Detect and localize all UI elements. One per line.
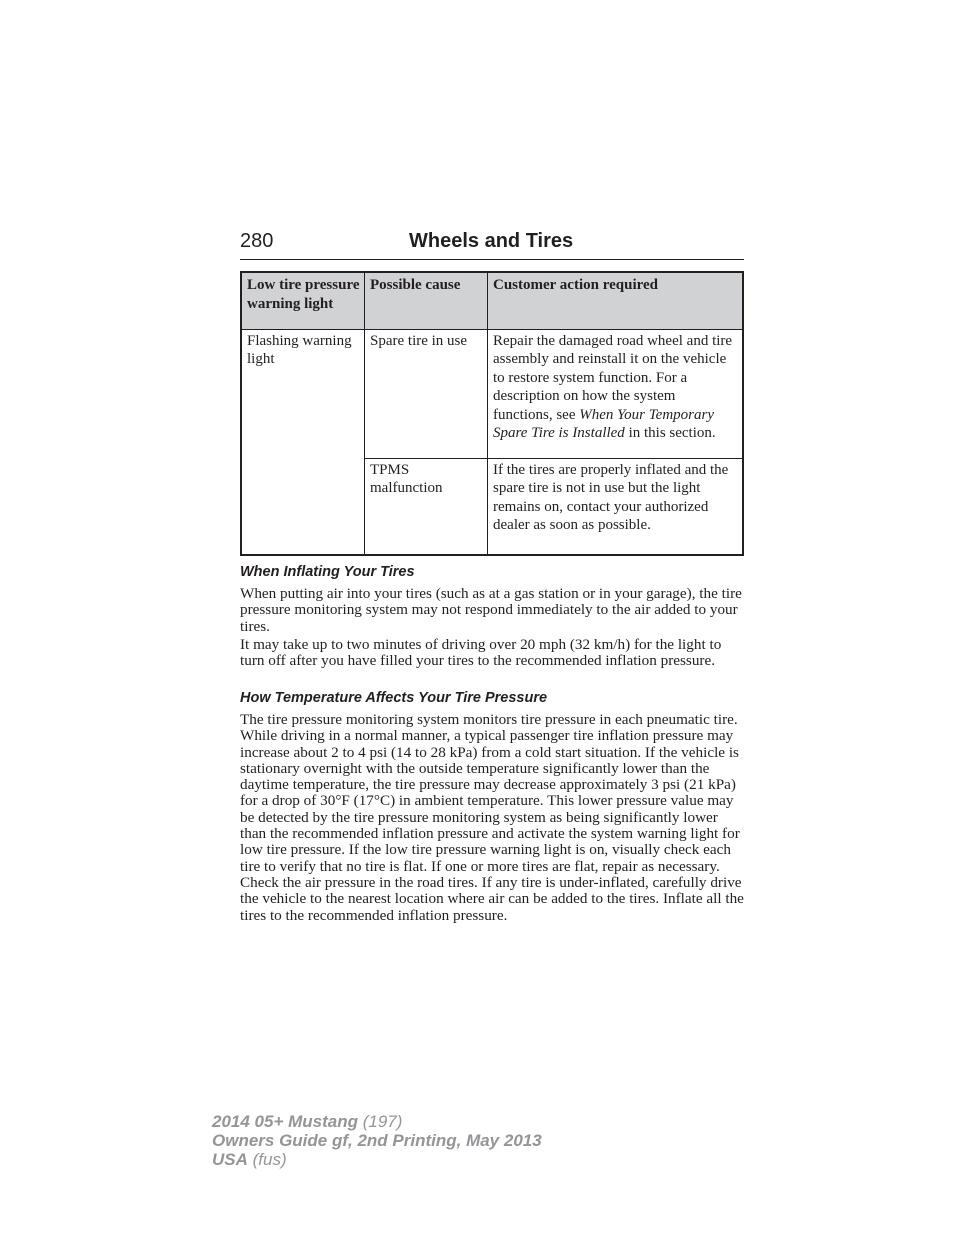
- footer-line: Owners Guide gf, 2nd Printing, May 2013: [212, 1131, 542, 1150]
- footer-region-code: (fus): [247, 1150, 287, 1169]
- action-cell: [488, 329, 744, 458]
- paragraph: The tire pressure monitoring system monitors tire pressure in each pneumatic tire. While driving in a normal manner, a typical passenger tire inflation pressure may increase about 2 to 4 psi (14 to 28 kPa) from a cold start situation. If the vehicle is stationary overnight with the outside temperature significantly lower than the daytime temperature, the tire pressure may decrease approximately 3 psi (21 kPa) for a drop of 30°F (17°C) in ambient temperature. This lower pressure value may be detected by the tire pressure monitoring system as being significantly lower than the recommended inflation pressure and activate the system warning light for low tire pressure. If the low tire pressure warning light is on, visually check each tire to verify that no tire is flat. If one or more tires are flat, repair as necessary. Check the air pressure in the road tires. If any tire is under-inflated, carefully drive the vehicle to the nearest location where air can be added to the tires. Inflate all the tires to the recommended inflation pressure.: [240, 711, 744, 924]
- light-state-cell: Flashing warning light: [241, 329, 365, 555]
- action-text: Repair the damaged road wheel and tire assembly and reinstall it on the vehicle to restore system function. For a description on how the system functions, see: [493, 332, 733, 423]
- footer-region: USA: [212, 1150, 248, 1169]
- page-number: 280: [240, 230, 274, 252]
- column-header-warning-light: Low tire pressure warning light: [241, 272, 365, 329]
- column-header-possible-cause: Possible cause: [365, 272, 488, 329]
- footer-code: (197): [358, 1112, 403, 1131]
- action-text: in this section.: [624, 425, 716, 442]
- section-title: Wheels and Tires: [409, 230, 574, 252]
- column-header-customer-action: Customer action required: [488, 272, 744, 329]
- subheading-inflating: When Inflating Your Tires: [240, 564, 415, 580]
- paragraph: When putting air into your tires (such as at a gas station or in your garage), the tire pressure monitoring system may not respond immediately to the air added to your tires.: [240, 585, 742, 635]
- paragraph: It may take up to two minutes of driving over 20 mph (32 km/h) for the light to turn off after you have filled your tires to the recommended inflation pressure.: [240, 636, 722, 670]
- footer-model: 2014 05+ Mustang: [212, 1112, 358, 1131]
- cause-cell: Spare tire in use: [365, 329, 488, 458]
- tpms-warning-table: [240, 271, 744, 556]
- cross-reference: When Your Temporary Spare Tire is Installed: [493, 406, 714, 442]
- print-footer: [212, 1112, 542, 1169]
- action-cell: If the tires are properly inflated and the spare tire is not in use but the light remains on, contact your authorized dealer as soon as possible.: [488, 458, 744, 555]
- page-header: [240, 229, 744, 260]
- subheading-temperature: How Temperature Affects Your Tire Pressure: [240, 690, 548, 706]
- cause-cell: TPMS malfunction: [365, 458, 488, 555]
- table-header-row: [241, 272, 743, 329]
- footer-line: [212, 1150, 542, 1169]
- footer-line: [212, 1112, 542, 1131]
- table-row: [241, 329, 743, 458]
